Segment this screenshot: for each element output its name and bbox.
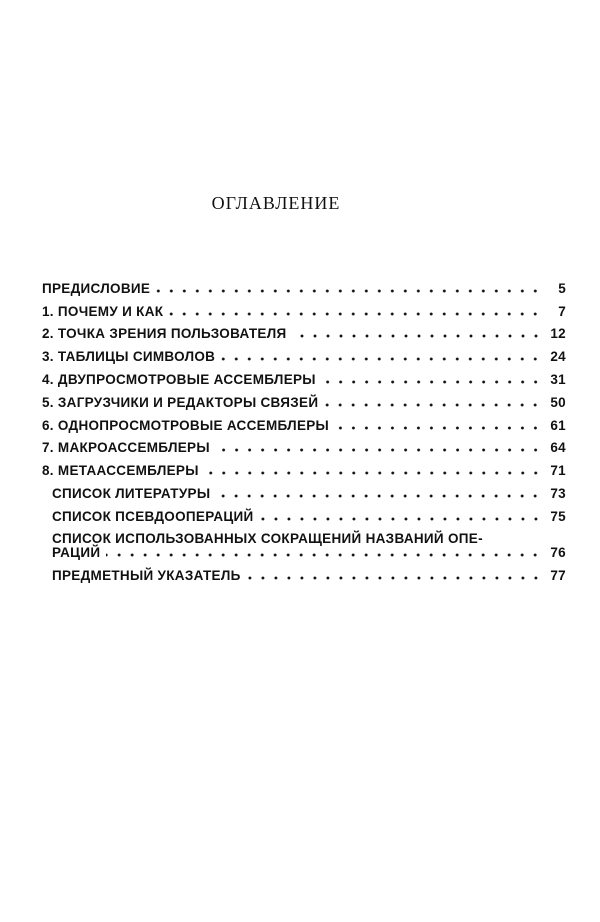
toc-entry (42, 341, 566, 364)
toc-entry-label: ПРЕДИСЛОВИЕ (42, 280, 151, 296)
toc-entry-page: 73 (550, 485, 566, 501)
toc-entry (42, 410, 566, 433)
dot-leader (322, 380, 542, 384)
toc-entry-label: ПРЕДМЕТНЫЙ УКАЗАТЕЛЬ (52, 567, 241, 583)
toc-entry-label: 2. ТОЧКА ЗРЕНИЯ ПОЛЬЗОВАТЕЛЯ (42, 326, 287, 342)
toc-entry-label: СПИСОК ПСЕВДООПЕРАЦИЙ (52, 508, 254, 524)
toc-entry-page: 31 (550, 371, 566, 387)
dot-leader (169, 312, 542, 316)
toc-entry-label: 6. ОДНОПРОСМОТРОВЫЕ АССЕМБЛЕРЫ (42, 417, 330, 433)
toc-entry (42, 296, 566, 319)
toc-entry (42, 364, 566, 387)
toc-entry-label: 3. ТАБЛИЦЫ СИМВОЛОВ (42, 349, 216, 365)
dot-leader (156, 289, 542, 293)
toc-entry-page: 75 (550, 508, 566, 524)
toc-entry-page: 24 (550, 349, 566, 365)
toc-entry-page: 5 (558, 280, 566, 296)
toc-entry-label-continued: РАЦИЙ (52, 544, 101, 560)
page-title: ОГЛАВЛЕНИЕ (211, 193, 341, 213)
toc-entry-label: 5. ЗАГРУЗЧИКИ И РЕДАКТОРЫ СВЯЗЕЙ (42, 394, 319, 410)
toc-entry (42, 455, 566, 478)
toc-entry-page: 77 (550, 567, 566, 583)
dot-leader (216, 494, 542, 498)
dot-leader (216, 448, 542, 452)
toc-entry-page: 71 (550, 463, 566, 479)
dot-leader (221, 357, 542, 361)
dot-leader (260, 517, 542, 521)
table-of-contents (42, 273, 566, 583)
toc-entry-page: 50 (550, 394, 566, 410)
toc-entry (42, 478, 566, 501)
toc-entry-label: 7. МАКРОАССЕМБЛЕРЫ (42, 440, 210, 456)
toc-entry-label: 8. МЕТААССЕМБЛЕРЫ (42, 463, 199, 479)
dot-leader (106, 553, 542, 557)
toc-entry (42, 524, 566, 560)
toc-entry (42, 560, 566, 583)
toc-entry (42, 319, 566, 342)
toc-entry-label: 4. ДВУПРОСМОТРОВЫЕ АССЕМБЛЕРЫ (42, 371, 316, 387)
toc-entry (42, 433, 566, 456)
toc-entry-page: 64 (550, 440, 566, 456)
toc-entry (42, 273, 566, 296)
dot-leader (335, 426, 542, 430)
dot-leader (324, 403, 542, 407)
toc-entry (42, 501, 566, 524)
toc-entry-label: СПИСОК ИСПОЛЬЗОВАННЫХ СОКРАЩЕНИЙ НАЗВАНИЙ ОПЕ- (52, 530, 483, 546)
toc-entry-page: 7 (558, 303, 566, 319)
toc-entry-label: 1. ПОЧЕМУ И КАК (42, 303, 164, 319)
toc-entry-label: СПИСОК ЛИТЕРАТУРЫ (52, 485, 211, 501)
toc-entry-page: 76 (550, 544, 566, 560)
dot-leader (293, 334, 543, 338)
toc-entry-page: 61 (550, 417, 566, 433)
dot-leader (205, 471, 542, 475)
dot-leader (247, 576, 542, 580)
toc-entry-page: 12 (550, 326, 566, 342)
toc-entry (42, 387, 566, 410)
